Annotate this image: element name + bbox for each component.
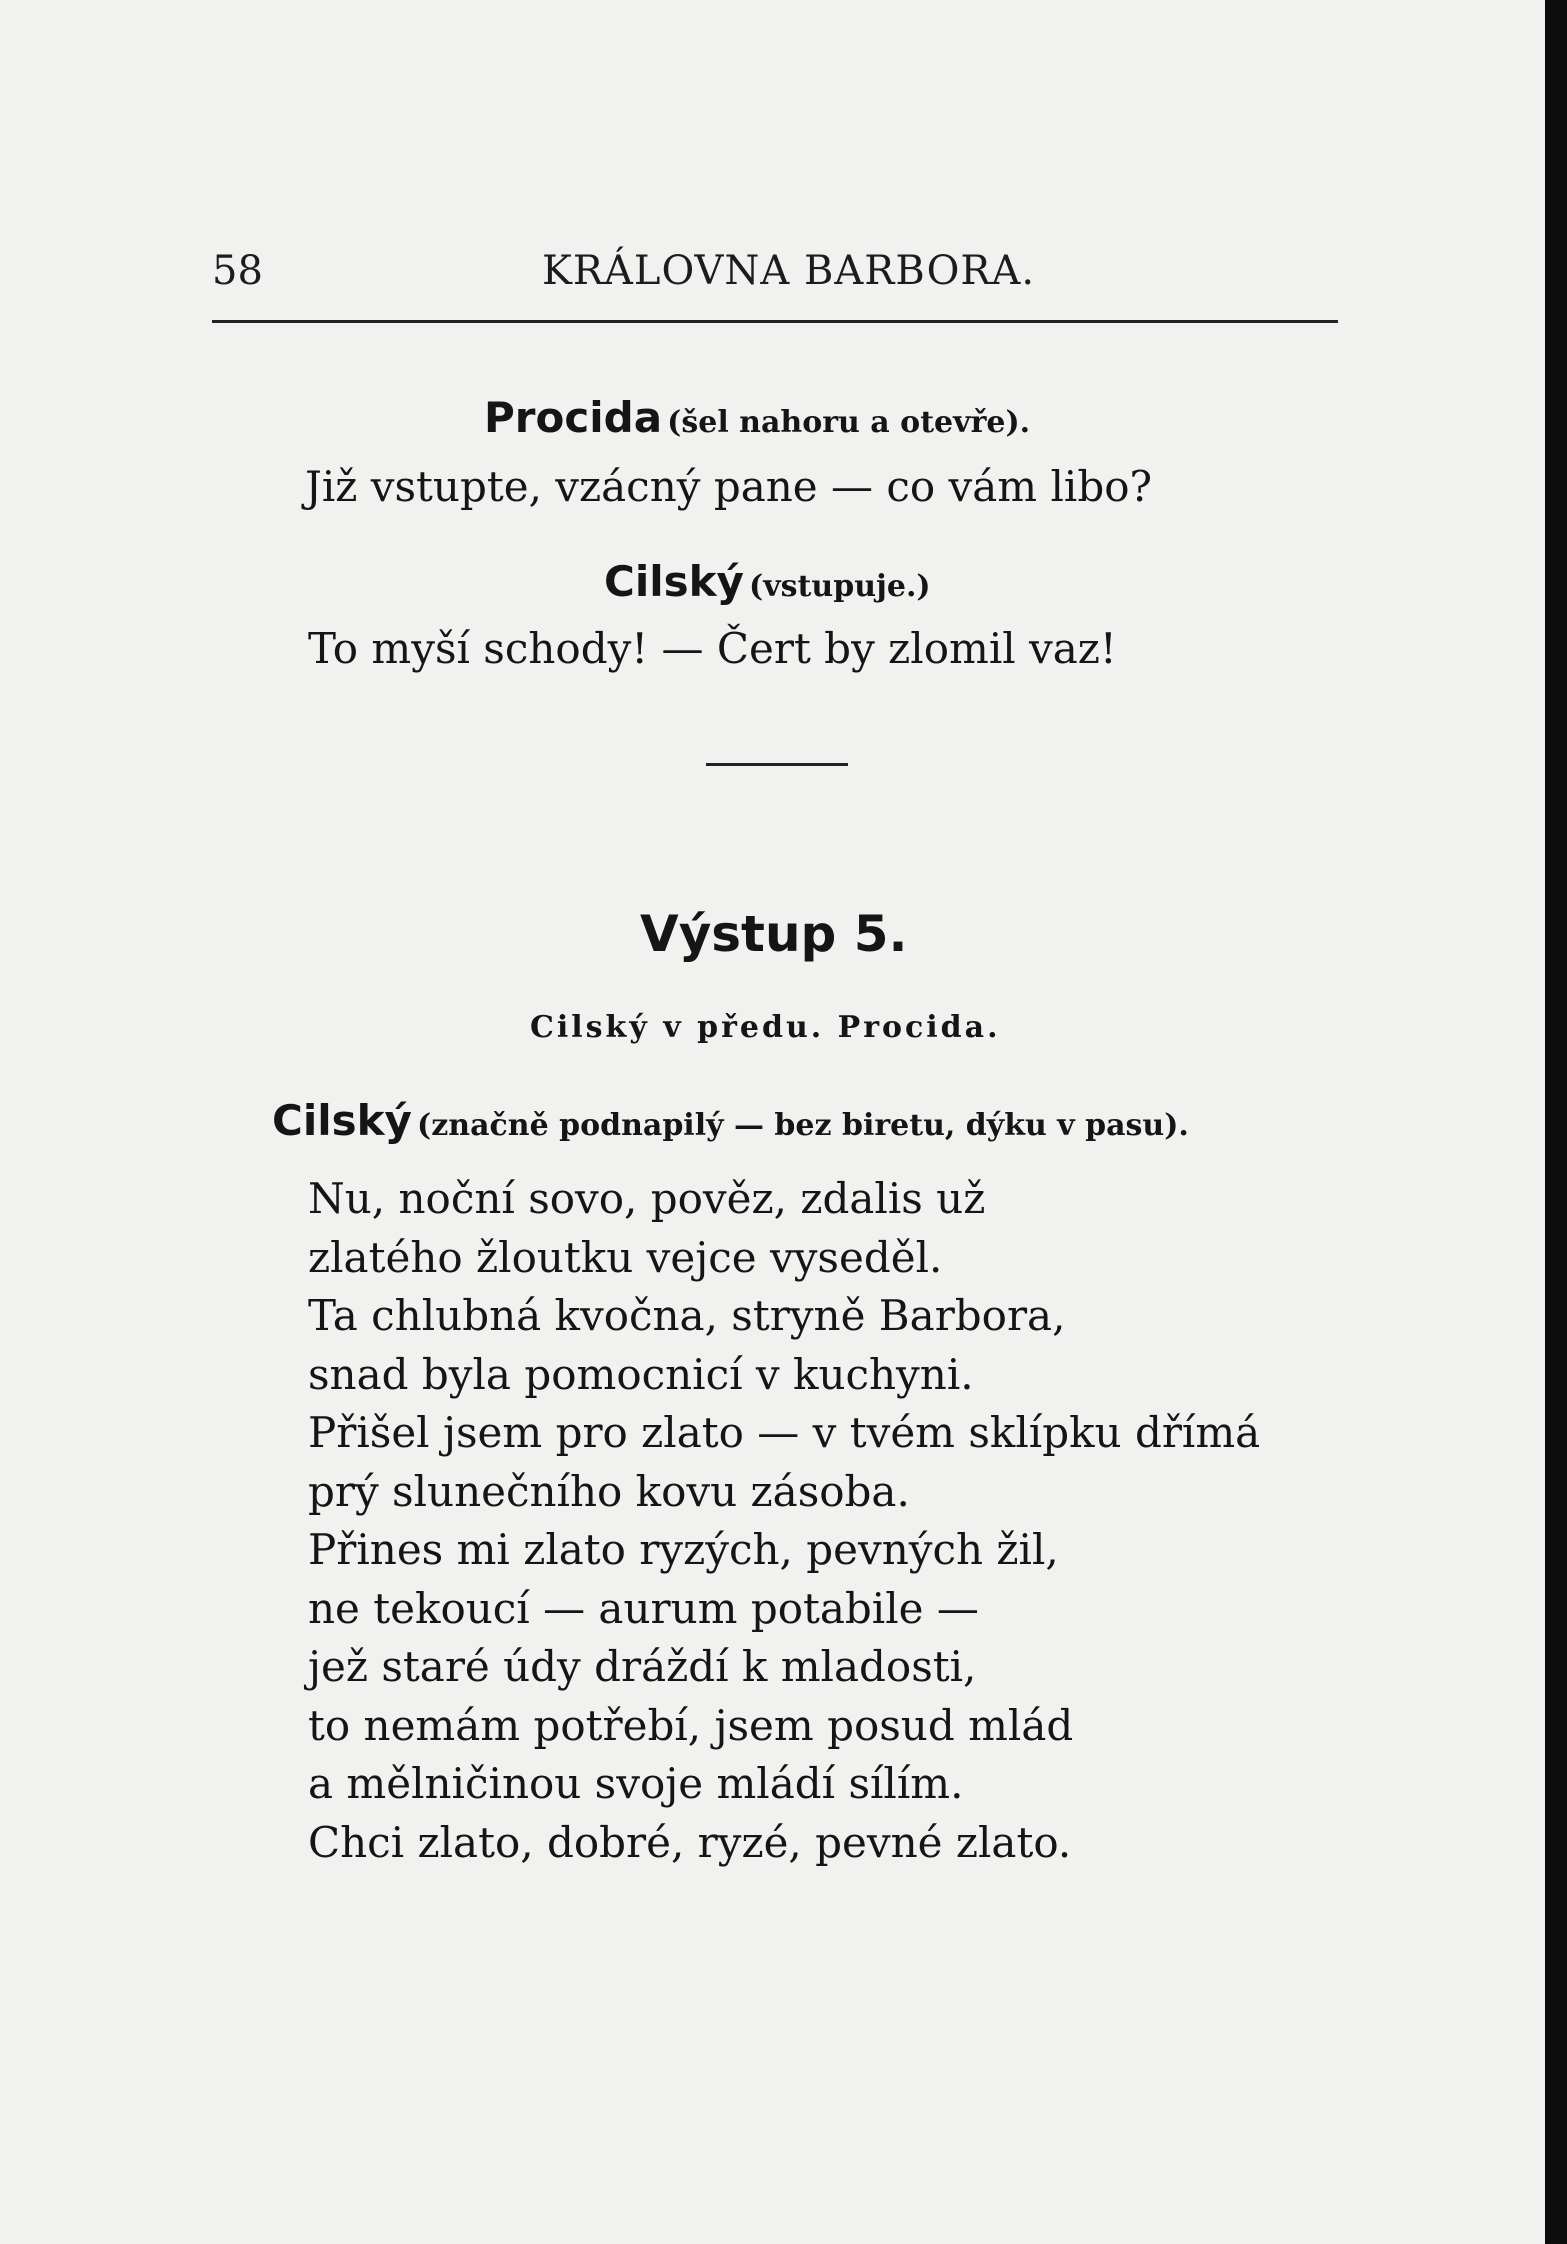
verse-line: jež staré údy dráždí k mladosti, [308,1642,977,1691]
verse-line: Nu, noční sovo, pověz, zdalis už [308,1174,986,1223]
verse-line: Chci zlato, dobré, ryzé, pevné zlato. [308,1817,1072,1867]
page-edge [1545,0,1567,2244]
scene-cast: Cilský v předu. Procida. [530,1010,1001,1045]
stage-direction: (vstupuje.) [749,569,931,604]
stage-direction: (značně podnapilý — bez biretu, dýku v pasu). [417,1108,1189,1143]
page-header [212,248,1338,308]
verse-line: to nemám potřebí, jsem posud mlád [308,1700,1074,1750]
verse-line: Přines mi zlato ryzých, pevných žil, [308,1525,1059,1574]
speaker-line-cilsky-speech [272,1096,1189,1145]
section-divider [706,763,848,766]
page-number: 58 [212,248,263,294]
speaker-name: Cilský [272,1096,412,1145]
verse-line: Ta chlubná kvočna, stryně Barbora, [308,1291,1066,1340]
verse-line: To myší schody! — Čert by zlomil vaz! [308,624,1117,673]
verse-line: Již vstupte, vzácný pane — co vám libo? [305,462,1153,511]
scene-title: Výstup 5. [640,905,908,963]
verse-line: prý slunečního kovu zásoba. [308,1466,910,1516]
speaker-line-procida [484,393,1030,442]
speaker-name: Procida [484,393,663,442]
header-rule [212,320,1338,323]
verse-line: a mělničinou svoje mládí sílím. [308,1759,964,1808]
verse-line: ne tekoucí — aurum potabile — [308,1583,979,1633]
speaker-line-cilsky [604,557,931,606]
verse-line: snad byla pomocnicí v kuchyni. [308,1349,974,1399]
verse-line: zlatého žloutku vejce vyseděl. [308,1232,943,1282]
stage-direction: (šel nahoru a otevře). [667,405,1031,440]
running-title: KRÁLOVNA BARBORA. [542,248,1036,294]
speaker-name: Cilský [604,557,744,606]
speech-verse [308,1170,1260,1872]
verse-line: Přišel jsem pro zlato — v tvém sklípku dřímá [308,1408,1261,1457]
